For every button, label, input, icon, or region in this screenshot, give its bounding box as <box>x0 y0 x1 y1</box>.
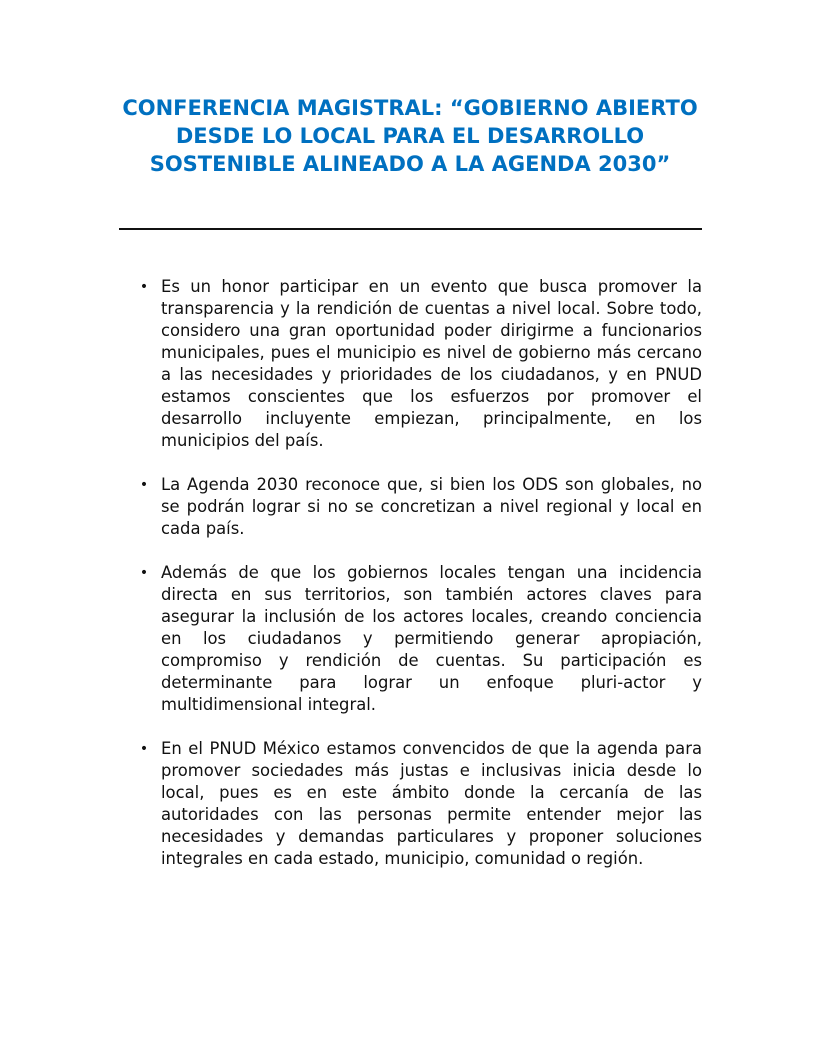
list-item-text: En el PNUD México estamos convencidos de que la agenda para promover sociedades más justas e inclusivas inicia desde lo local, pues es en este ámbito donde la cercanía de las autoridades con las personas permite entender mejor las necesidades y demandas particulares y proponer soluciones integrales en cada estado, municipio, comunidad o región. <box>161 739 702 868</box>
bullet-list <box>139 276 702 892</box>
list-item-text: Es un honor participar en un evento que busca promover la transparencia y la rendición de cuentas a nivel local. Sobre todo, considero una gran oportunidad poder dirigirme a funcionarios municipales, pues el municipio es nivel de gobierno más cercano a las necesidades y prioridades de los ciudadanos, y en PNUD estamos conscientes que los esfuerzos por promover el desarrollo incluyente empiezan, principalmente, en los municipios del país. <box>161 277 702 450</box>
bullet-icon: • <box>139 741 149 757</box>
list-item <box>139 562 702 716</box>
document-title: CONFERENCIA MAGISTRAL: “GOBIERNO ABIERTO DESDE LO LOCAL PARA EL DESARROLLO SOSTENIBLE ALINEADO A LA AGENDA 2030” <box>122 96 698 176</box>
bullet-icon: • <box>139 565 149 581</box>
list-item <box>139 738 702 870</box>
bullet-icon: • <box>139 279 149 295</box>
list-item <box>139 474 702 540</box>
list-item-text: La Agenda 2030 reconoce que, si bien los ODS son globales, no se podrán lograr si no se concretizan a nivel regional y local en cada país. <box>161 475 702 538</box>
bullet-icon: • <box>139 477 149 493</box>
list-item <box>139 276 702 452</box>
title-underline <box>119 228 702 230</box>
list-item-text: Además de que los gobiernos locales tengan una incidencia directa en sus territorios, son también actores claves para asegurar la inclusión de los actores locales, creando conciencia en los ciudadanos y permitiendo generar apropiación, compromiso y rendición de cuentas. Su participación es determinante para lograr un enfoque pluri-actor y multidimensional integral. <box>161 563 702 714</box>
